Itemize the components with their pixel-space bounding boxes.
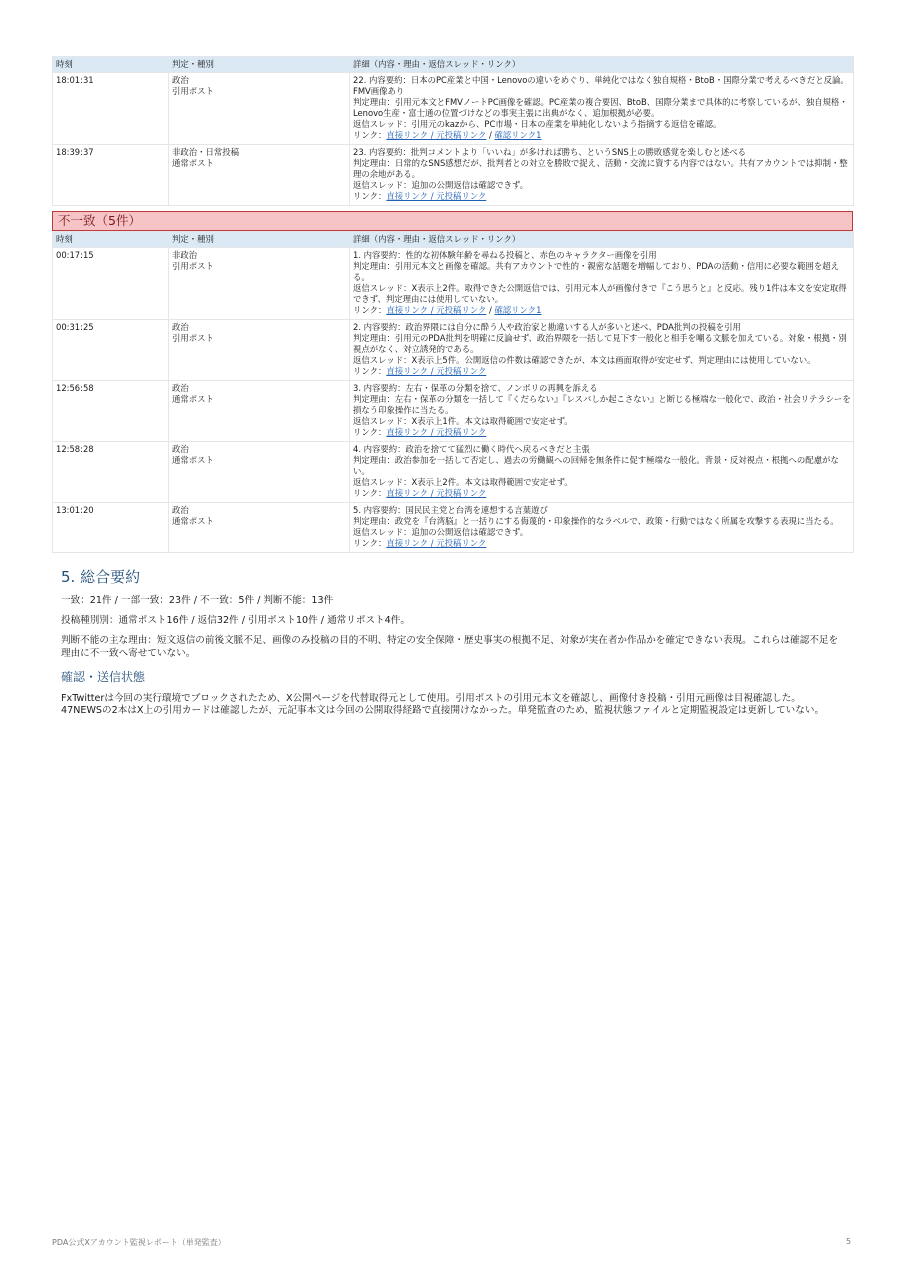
table-row xyxy=(53,442,854,503)
footer-report-title: PDA公式Xアカウント監視レポート（単発監査） xyxy=(52,1238,226,1247)
column-header-judgement: 判定・種別 xyxy=(169,232,350,248)
judgement-reason: 判定理由：引用元本文と画像を確認。共有アカウントで性的・親密な話題を増幅しており、PDAの活動・信用に必要な範囲を超える。 xyxy=(353,261,839,282)
table-header-row xyxy=(53,232,854,248)
link-prefix: リンク： xyxy=(353,538,387,548)
link-line xyxy=(353,305,853,316)
link-prefix: リンク： xyxy=(353,427,387,437)
status-subtitle: 確認・送信状態 xyxy=(61,669,146,684)
post-type-label: 引用ポスト xyxy=(172,261,214,271)
summary-counts: 一致：21件 / 一部一致：23件 / 不一致：5件 / 判断不能：13件 xyxy=(61,595,334,606)
judgement-label: 政治 xyxy=(172,322,189,332)
link-line xyxy=(353,366,853,377)
judgement-reason: 判定理由：日常的なSNS感想だが、批判者との対立を勝敗で捉え、活動・交流に資する内容ではない。共有アカウントでは抑制・整理の余地がある。 xyxy=(353,158,848,179)
post-type-label: 通常ポスト xyxy=(172,394,214,404)
judgement-label: 非政治 xyxy=(172,250,198,260)
row-time: 12:58:28 xyxy=(53,442,169,503)
post-type-label: 通常ポスト xyxy=(172,455,214,465)
table-row xyxy=(53,381,854,442)
table-row xyxy=(53,503,854,553)
reply-thread: 返信スレッド：X表示上5件。公開返信の件数は確認できたが、本文は画面取得が安定せず、判定理由には使用していない。 xyxy=(353,355,816,365)
table-row xyxy=(53,320,854,381)
link-line xyxy=(353,427,853,438)
row-detail xyxy=(350,248,854,320)
judgement-label: 政治 xyxy=(172,75,189,85)
row-time: 18:39:37 xyxy=(53,145,169,206)
post-type-label: 通常ポスト xyxy=(172,158,214,168)
reply-thread: 返信スレッド：追加の公開返信は確認できず。 xyxy=(353,180,529,190)
reply-thread: 返信スレッド：X表示上2件。取得できた公開返信では、引用元本人が画像付きで『こう思うと』と反応。残り1件は本文を安定取得できず、判定理由には使用していない。 xyxy=(353,283,847,304)
direct-link[interactable]: 直接リンク / 元投稿リンク xyxy=(386,538,487,548)
link-prefix: リンク： xyxy=(353,191,387,201)
link-prefix: リンク： xyxy=(353,130,387,140)
direct-link[interactable]: 直接リンク / 元投稿リンク xyxy=(386,488,487,498)
judgement-label: 政治 xyxy=(172,383,189,393)
judgement-label: 政治 xyxy=(172,505,189,515)
reply-thread: 返信スレッド：引用元のkazから、PC市場・日本の産業を単純化しないよう指摘する返信を確認。 xyxy=(353,119,722,129)
direct-link[interactable]: 直接リンク / 元投稿リンク xyxy=(386,366,487,376)
link-line xyxy=(353,130,853,141)
content-summary: 22. 内容要約：日本のPC産業と中国・Lenovoの違いをめぐり、単純化ではなく独自規格・BtoB・国際分業で考えるべきだと反論。FMV画像あり xyxy=(353,75,849,96)
mismatch-table xyxy=(52,231,854,553)
confirm-link[interactable]: 確認リンク1 xyxy=(494,305,542,315)
confirm-link[interactable]: 確認リンク1 xyxy=(494,130,542,140)
link-separator: / xyxy=(486,130,495,140)
table-row xyxy=(53,73,854,145)
row-judgement xyxy=(169,320,350,381)
judgement-label: 非政治・日常投稿 xyxy=(172,147,239,157)
page-number: 5 xyxy=(846,1237,852,1246)
link-separator: / xyxy=(486,305,495,315)
column-header-detail: 詳細（内容・理由・返信スレッド・リンク） xyxy=(350,57,854,73)
summary-title: 5. 総合要約 xyxy=(61,568,141,586)
table-row xyxy=(53,248,854,320)
direct-link[interactable]: 直接リンク / 元投稿リンク xyxy=(386,427,487,437)
column-header-detail: 詳細（内容・理由・返信スレッド・リンク） xyxy=(350,232,854,248)
row-detail xyxy=(350,442,854,503)
row-judgement xyxy=(169,248,350,320)
report-page xyxy=(52,56,853,725)
judgement-reason: 判定理由：政治参加を一括して否定し、過去の労働観への回帰を無条件に促す極端な一般化。背景・反対視点・根拠への配慮がない。 xyxy=(353,455,839,476)
judgement-reason: 判定理由：政党を『台湾脳』と一括りにする侮蔑的・印象操作的なラベルで、政策・行動ではなく所属を攻撃する表現に当たる。 xyxy=(353,516,839,526)
summary-undeterminable-reasons: 判断不能の主な理由：短文返信の前後文脈不足、画像のみ投稿の目的不明、特定の安全保障・歴史事実の根拠不足、対象が実在者か作品かを確定できない表現。これらは確認不足を理由に不一致へ寄せていない。 xyxy=(61,635,839,659)
content-summary: 2. 内容要約：政治界隈には自分に酔う人や政治家と勘違いする人が多いと述べ、PDA批判の投稿を引用 xyxy=(353,322,741,332)
row-judgement xyxy=(169,442,350,503)
content-summary: 4. 内容要約：政治を捨てて猛烈に働く時代へ戻るべきだと主張 xyxy=(353,444,590,454)
direct-link[interactable]: 直接リンク / 元投稿リンク xyxy=(386,305,487,315)
row-time: 18:01:31 xyxy=(53,73,169,145)
direct-link[interactable]: 直接リンク / 元投稿リンク xyxy=(386,130,487,140)
row-time: 00:31:25 xyxy=(53,320,169,381)
direct-link[interactable]: 直接リンク / 元投稿リンク xyxy=(386,191,487,201)
link-line xyxy=(353,538,853,549)
post-type-label: 引用ポスト xyxy=(172,86,214,96)
table-header-row xyxy=(53,57,854,73)
link-prefix: リンク： xyxy=(353,305,387,315)
row-detail xyxy=(350,503,854,553)
row-time: 12:56:58 xyxy=(53,381,169,442)
link-line xyxy=(353,488,853,499)
row-time: 13:01:20 xyxy=(53,503,169,553)
column-header-time: 時刻 xyxy=(53,57,169,73)
summary-section xyxy=(52,566,853,717)
reply-thread: 返信スレッド：X表示上1件。本文は取得範囲で安定せず。 xyxy=(353,416,573,426)
content-summary: 3. 内容要約：左右・保革の分類を捨て、ノンポリの再興を訴える xyxy=(353,383,598,393)
mismatch-section-title: 不一致（5件） xyxy=(52,211,853,231)
reply-thread: 返信スレッド：X表示上2件。本文は取得範囲で安定せず。 xyxy=(353,477,573,487)
table-row xyxy=(53,145,854,206)
judgement-reason: 判定理由：左右・保革の分類を一括して『くだらない』『レスバしか起こさない』と断じる極端な一般化で、政治・社会リテラシーを損なう印象操作に当たる。 xyxy=(353,394,851,415)
summary-post-types: 投稿種別別：通常ポスト16件 / 返信32件 / 引用ポスト10件 / 通常リポスト4件。 xyxy=(61,615,410,627)
partial-match-table xyxy=(52,56,854,206)
row-detail xyxy=(350,145,854,206)
row-detail xyxy=(350,73,854,145)
column-header-judgement: 判定・種別 xyxy=(169,57,350,73)
content-summary: 23. 内容要約：批判コメントより「いいね」が多ければ勝ち、というSNS上の勝敗感覚を楽しむと述べる xyxy=(353,147,747,157)
row-judgement xyxy=(169,73,350,145)
row-judgement xyxy=(169,145,350,206)
judgement-reason: 判定理由：引用元のPDA批判を明確に反論せず、政治界隈を一括して見下す一般化と相手を嘲る文脈を加えている。対象・根拠・別視点がなく、対立誘発的である。 xyxy=(353,333,847,354)
reply-thread: 返信スレッド：追加の公開返信は確認できず。 xyxy=(353,527,529,537)
content-summary: 1. 内容要約：性的な初体験年齢を尋ねる投稿と、赤色のキャラクター画像を引用 xyxy=(353,250,657,260)
link-prefix: リンク： xyxy=(353,366,387,376)
content-summary: 5. 内容要約：国民民主党と台湾を連想する言葉遊び xyxy=(353,505,548,515)
row-time: 00:17:15 xyxy=(53,248,169,320)
row-judgement xyxy=(169,381,350,442)
row-detail xyxy=(350,320,854,381)
post-type-label: 通常ポスト xyxy=(172,516,214,526)
column-header-time: 時刻 xyxy=(53,232,169,248)
post-type-label: 引用ポスト xyxy=(172,333,214,343)
row-judgement xyxy=(169,503,350,553)
link-line xyxy=(353,191,853,202)
judgement-label: 政治 xyxy=(172,444,189,454)
judgement-reason: 判定理由：引用元本文とFMVノートPC画像を確認。PC産業の複合要因、BtoB、国際分業まで具体的に考察しているが、独自規格・Lenovo生産・富士通の位置づけなどの事実主張に出典がなく、追加根拠が必要。 xyxy=(353,97,848,118)
row-detail xyxy=(350,381,854,442)
status-description: FxTwitterは今回の実行環境でブロックされたため、X公開ページを代替取得元として使用。引用ポストの引用元本文を確認し、画像付き投稿・引用元画像は目視確認した。47NEWSの2本はX上の引用カードは確認したが、元記事本文は今回の公開取得経路で直接開けなかった。単発監査のため、監視状態ファイルと定期監視設定は更新していない。 xyxy=(61,692,825,717)
link-prefix: リンク： xyxy=(353,488,387,498)
